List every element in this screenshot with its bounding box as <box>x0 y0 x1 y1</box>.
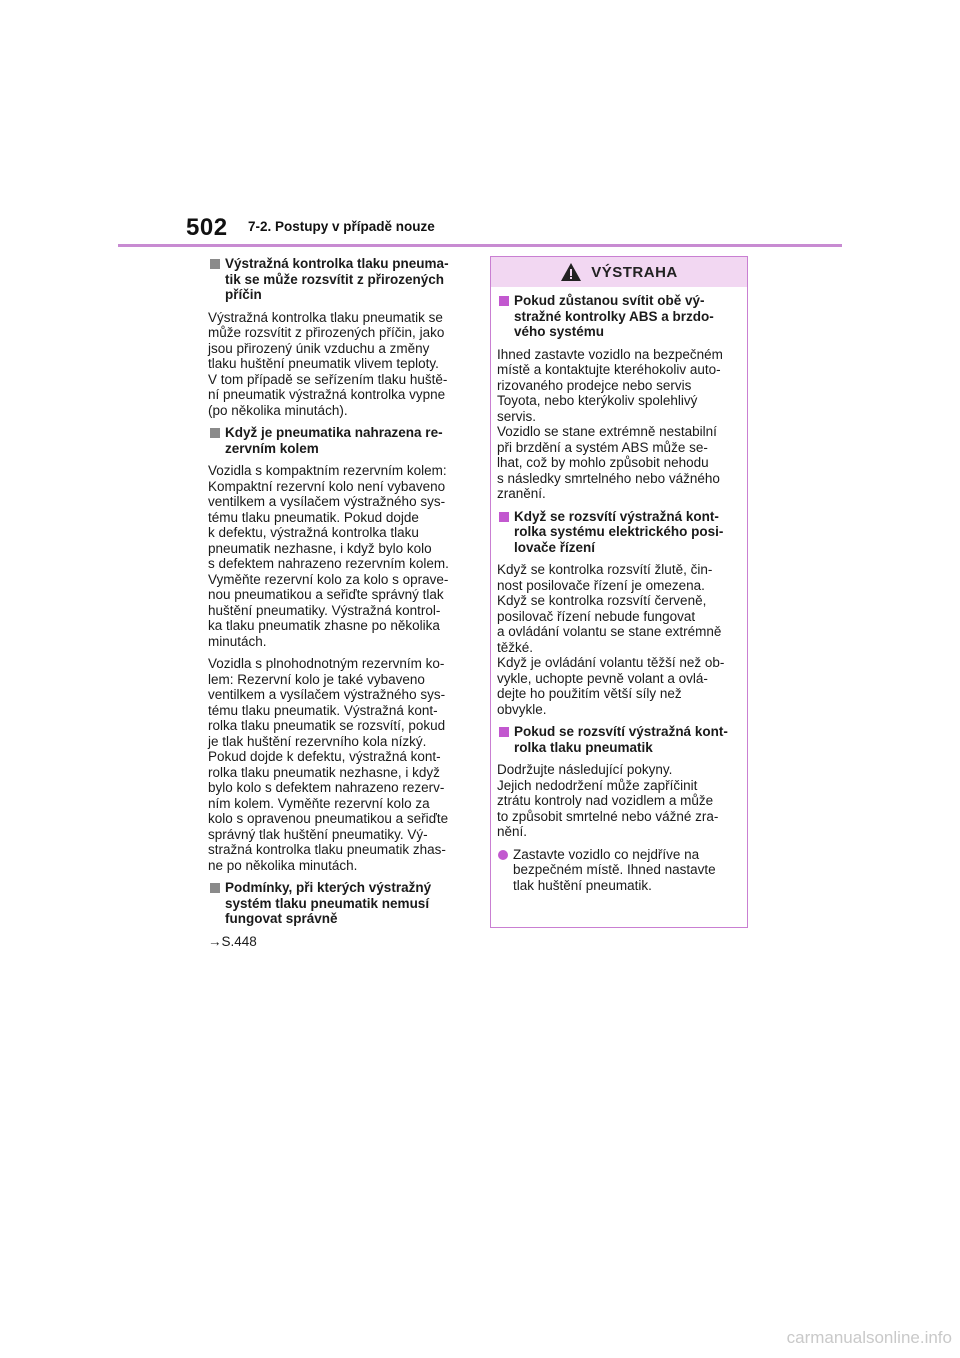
heading-natural-causes: Výstražná kontrolka tlaku pneuma- tik se může rozsvítit z přirozených příčin <box>208 256 470 303</box>
warning-title-bar <box>491 257 747 287</box>
warning-paragraph-abs: Ihned zastavte vozidlo na bezpečném místě a kontaktujte kteréhokoliv auto- rizovaného prodejce nebo servis Toyota, nebo kterýkoliv spolehlivý servis. Vozidlo se stane extrémně nestabilní při brzdění a systém ABS může se- lhat, což by mohlo způsobit nehodu s následky smrtelného nebo vážného zranění. <box>497 346 723 501</box>
section-title: 7-2. Postupy v případě nouze <box>248 219 435 234</box>
paragraph-natural-causes: Výstražná kontrolka tlaku pneumatik se může rozsvítit z přirozených příčin, jako jsou přirozený únik vzduchu a změny tlaku huštění pneumatik vlivem teploty. V tom případě se seřízením tlaku huště- ní pneumatik výstražná kontrolka vypne (po několika minutách). <box>208 309 448 418</box>
left-column <box>208 256 470 956</box>
page-header <box>0 0 960 250</box>
watermark: carmanualsonline.info <box>786 1328 952 1347</box>
warning-title: VÝSTRAHA <box>591 263 678 281</box>
warning-heading-power-steering: Když se rozsvítí výstražná kont- rolka systému elektrického posi- lovače řízení <box>497 509 741 556</box>
warning-box <box>490 256 748 928</box>
warning-paragraph-power-steering: Když se kontrolka rozsvítí žlutě, čin- nost posilovače řízení je omezena. Když se kontrolka rozsvítí červeně, posilovač řízení nebude fungovat a ovládání volantu se stane extrémně těžké. Když je ovládání volantu těžší než ob- vykle, uchopte pevně volant a ovlá- dejte ho použitím větší síly než obvykle. <box>497 562 725 717</box>
page-reference: →S.448 <box>208 933 257 949</box>
warning-paragraph-tire-pressure: Dodržujte následující pokyny. Jejich nedodržení může zapříčinit ztrátu kontroly nad vozidlem a může to způsobit smrtelné nebo vážné zra- nění. <box>497 762 719 839</box>
header-rule <box>118 244 842 247</box>
warning-body <box>491 287 747 893</box>
heading-spare-wheel: Když je pneumatika nahrazena re- zervním kolem <box>208 425 470 456</box>
warning-heading-tire-pressure: Pokud se rozsvítí výstražná kont- rolka tlaku pneumatik <box>497 724 741 755</box>
warning-bullet-stop-vehicle: Zastavte vozidlo co nejdříve na bezpečném místě. Ihned nastavte tlak huštění pneumatik. <box>497 847 741 894</box>
heading-conditions: Podmínky, při kterých výstražný systém tlaku pneumatik nemusí fungovat správně <box>208 880 470 927</box>
warning-triangle-icon <box>560 262 582 282</box>
page-number: 502 <box>186 214 228 241</box>
paragraph-full-spare: Vozidla s plnohodnotným rezervním ko- lem: Rezervní kolo je také vybaveno ventilkem a vysílačem výstražného sys- tému tlaku pneumatik. Výstražná kont- rolka tlaku pneumatik se rozsvítí, pokud je tlak huštění rezervního kola nízký. Pokud dojde k defektu, výstražná kont- rolka tlaku pneumatik nezhasne, i když bylo kolo s defektem nahrazeno rezerv- ním kolem. Vyměňte rezervní kolo za kolo s opravenou pneumatikou a seřiďte správný tlak huštění pneumatiky. Vý- stražná kontrolka tlaku pneumatik zhas- ne po několika minutách. <box>208 656 449 873</box>
paragraph-compact-spare: Vozidla s kompaktním rezervním kolem: Kompaktní rezervní kolo není vybaveno ventilkem a vysílačem výstražného sys- tému tlaku pneumatik. Pokud dojde k defektu, výstražná kontrolka tlaku pneumatik nezhasne, i když bylo kolo s defektem nahrazeno rezervním kolem. Vyměňte rezervní kolo za kolo s oprave- nou pneumatikou a seřiďte správný tlak huštění pneumatiky. Výstražná kontrol- ka tlaku pneumatik zhasne po několika minutách. <box>208 463 449 649</box>
warning-heading-abs: Pokud zůstanou svítit obě vý- stražné kontrolky ABS a brzdo- vého systému <box>497 293 741 340</box>
